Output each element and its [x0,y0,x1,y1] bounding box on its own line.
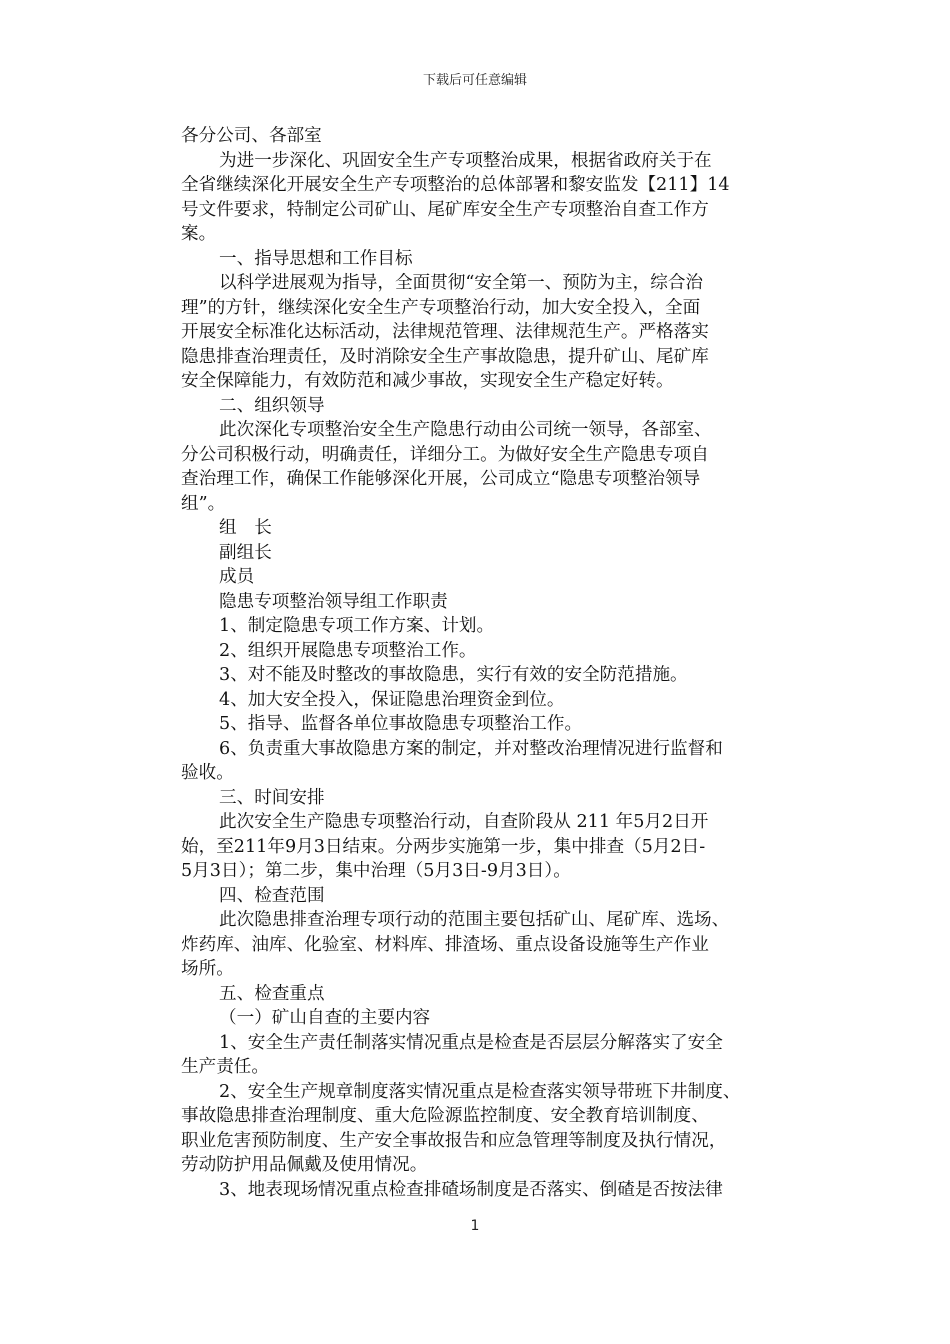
section-heading: 二、组织领导 [219,395,325,416]
list-item: 3、对不能及时整改的事故隐患，实行有效的安全防范措施。 [219,665,688,685]
paragraph-line: 事故隐患排查治理制度、重大危险源监控制度、安全教育培训制度、 [181,1106,709,1126]
paragraph-line: 以科学进展观为指导，全面贯彻“安全第一、预防为主，综合治 [219,273,704,293]
section-heading: 五、检查重点 [219,983,325,1004]
paragraph-line: 案。 [181,224,217,244]
paragraph-line: 此次深化专项整治安全生产隐患行动由公司统一领导，各部室、 [219,420,712,440]
paragraph-line: 理”的方针，继续深化安全生产专项整治行动，加大安全投入，全面 [181,297,701,318]
page-number: 1 [470,1218,480,1234]
paragraph-line: 分公司积极行动，明确责任，详细分工。为做好安全生产隐患专项自 [181,444,709,465]
paragraph-line: 查治理工作，确保工作能够深化开展，公司成立“隐患专项整治领导 [181,469,701,489]
paragraph-line: 验收。 [181,763,234,783]
list-item: 3、地表现场情况重点检查排碴场制度是否落实、倒碴是否按法律 [219,1179,723,1200]
section-heading: 三、时间安排 [219,787,325,808]
role-line: 组 长 [219,518,272,538]
paragraph-line: 安全保障能力，有效防范和减少事故，实现安全生产稳定好转。 [181,371,674,391]
salutation-line: 各分公司、各部室 [181,126,322,146]
list-item: 2、组织开展隐患专项整治工作。 [219,640,477,661]
paragraph-line: 5月3日）；第二步，集中治理（5月3日-9月3日）。 [181,861,571,881]
paragraph-line: 号文件要求，特制定公司矿山、尾矿库安全生产专项整治自查工作方 [181,199,709,220]
paragraph-line: 开展安全标准化达标活动，法律规范管理、法律规范生产。严格落实 [181,322,709,342]
paragraph-line: 职业危害预防制度、生产安全事故报告和应急管理等制度及执行情况， [181,1130,727,1151]
page-header: 下载后可任意编辑 [422,73,527,88]
role-line: 副组长 [219,542,272,563]
role-line: 成员 [219,567,255,587]
section-heading: 四、检查范围 [219,885,325,906]
subsection-heading: 隐患专项整治领导组工作职责 [219,591,448,612]
paragraph-line: 隐患排查治理责任，及时消除安全生产事故隐患，提升矿山、尾矿库 [181,346,709,367]
paragraph-line: 劳动防护用品佩戴及使用情况。 [181,1155,428,1175]
paragraph-line: 组”。 [181,493,226,514]
list-item: 1、制定隐患专项工作方案、计划。 [219,616,495,636]
document-body [181,124,769,1202]
paragraph-line: 全省继续深化开展安全生产专项整治的总体部署和黎安监发【211】14 [181,175,730,195]
paragraph-line: 场所。 [181,959,234,979]
paragraph-line: 生产责任。 [181,1057,269,1077]
list-item: 1、安全生产责任制落实情况重点是检查是否层层分解落实了安全 [219,1032,723,1053]
paragraph-line: 为进一步深化、巩固安全生产专项整治成果，根据省政府关于在 [219,150,712,171]
paragraph-line: 此次隐患排查治理专项行动的范围主要包括矿山、尾矿库、选场、 [219,910,730,930]
list-item: 2、安全生产规章制度落实情况重点是检查落实领导带班下井制度、 [219,1081,741,1102]
list-item: 4、加大安全投入，保证隐患治理资金到位。 [219,689,565,710]
paragraph-line: 始，至211年9月3日结束。分两步实施第一步，集中排查（5月2日- [181,836,706,857]
list-item: 6、负责重大事故隐患方案的制定，并对整改治理情况进行监督和 [219,738,723,759]
list-item: 5、指导、监督各单位事故隐患专项整治工作。 [219,714,583,734]
subsection-heading: （一）矿山自查的主要内容 [219,1008,431,1028]
paragraph-line: 炸药库、油库、化验室、材料库、排渣场、重点设备设施等生产作业 [181,934,709,955]
paragraph-line: 此次安全生产隐患专项整治行动，自查阶段从 211 年5月2日开 [219,812,709,832]
section-heading: 一、指导思想和工作目标 [219,248,413,269]
